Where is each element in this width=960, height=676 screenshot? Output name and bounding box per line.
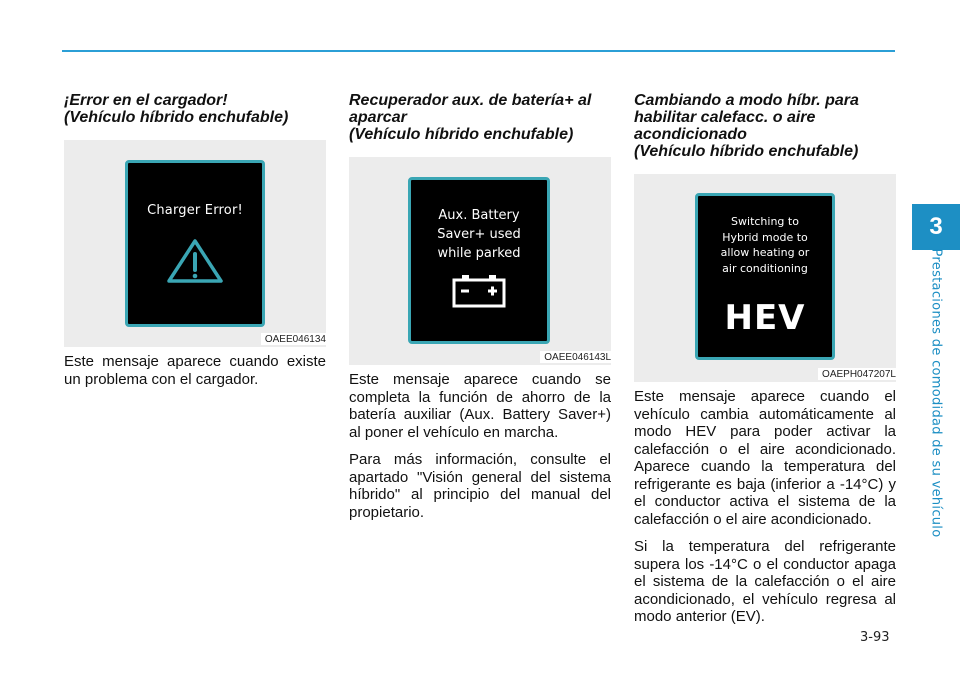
section-heading: Cambiando a modo híbr. para habilitar calefacc. o aire acondicionado (Vehículo híbrido enchufable) [634,92,859,160]
paragraph: Para más información, consulte el apartado "Visión general del sistema híbrido" al principio del manual del propietario. [349,451,611,521]
screen-message: Switching to Hybrid mode to allow heating or air conditioning [720,215,810,275]
page-number: 3-93 [860,630,890,645]
paragraph: Este mensaje aparece cuando el vehículo cambia automáticamente al modo HEV para poder activar la calefacción o el aire acondicionado. Aparece cuando la temperatura del refrigerante es baja (inferior a -14°C) y el conductor activa el sistema de la calefacción o el aire acondicionado. [634,388,896,528]
top-rule [62,50,895,52]
figure-hybrid-mode [634,174,896,382]
battery-icon [451,273,507,309]
display-screen [125,160,265,327]
figure-code: OAEE046134 [261,333,326,345]
screen-message: Charger Error! [147,203,243,218]
figure-code: OAEPH047207L [818,368,896,380]
figure-charger-error [64,140,326,347]
paragraph: Si la temperatura del refrigerante supera los -14°C o el conductor apaga el sistema de la calefacción o el aire acondicionado, el vehículo regresa al modo anterior (EV). [634,538,896,625]
display-screen [408,177,550,344]
section-aux-battery-saver [349,92,611,521]
section-hybrid-mode-heating [634,92,896,626]
paragraph: Este mensaje aparece cuando existe un problema con el cargador. [64,353,326,388]
section-charger-error [64,92,326,388]
section-heading: ¡Error en el cargador! (Vehículo híbrido enchufable) [64,92,289,126]
chapter-tab: 3 [912,204,960,250]
section-heading: Recuperador aux. de batería+ al aparcar (Vehículo híbrido enchufable) [349,92,592,143]
hev-label: HEV [724,298,806,338]
display-screen [695,193,835,360]
screen-message: Aux. Battery Saver+ used while parked [437,208,521,261]
figure-aux-battery [349,157,611,365]
chapter-title: Prestaciones de comodidad de su vehículo [928,248,944,538]
figure-code: OAEE046143L [540,351,611,363]
paragraph: Este mensaje aparece cuando se completa la función de ahorro de la batería auxiliar (Aux. Battery Saver+) al poner el vehículo en marcha. [349,371,611,441]
warning-triangle-icon [166,238,224,284]
